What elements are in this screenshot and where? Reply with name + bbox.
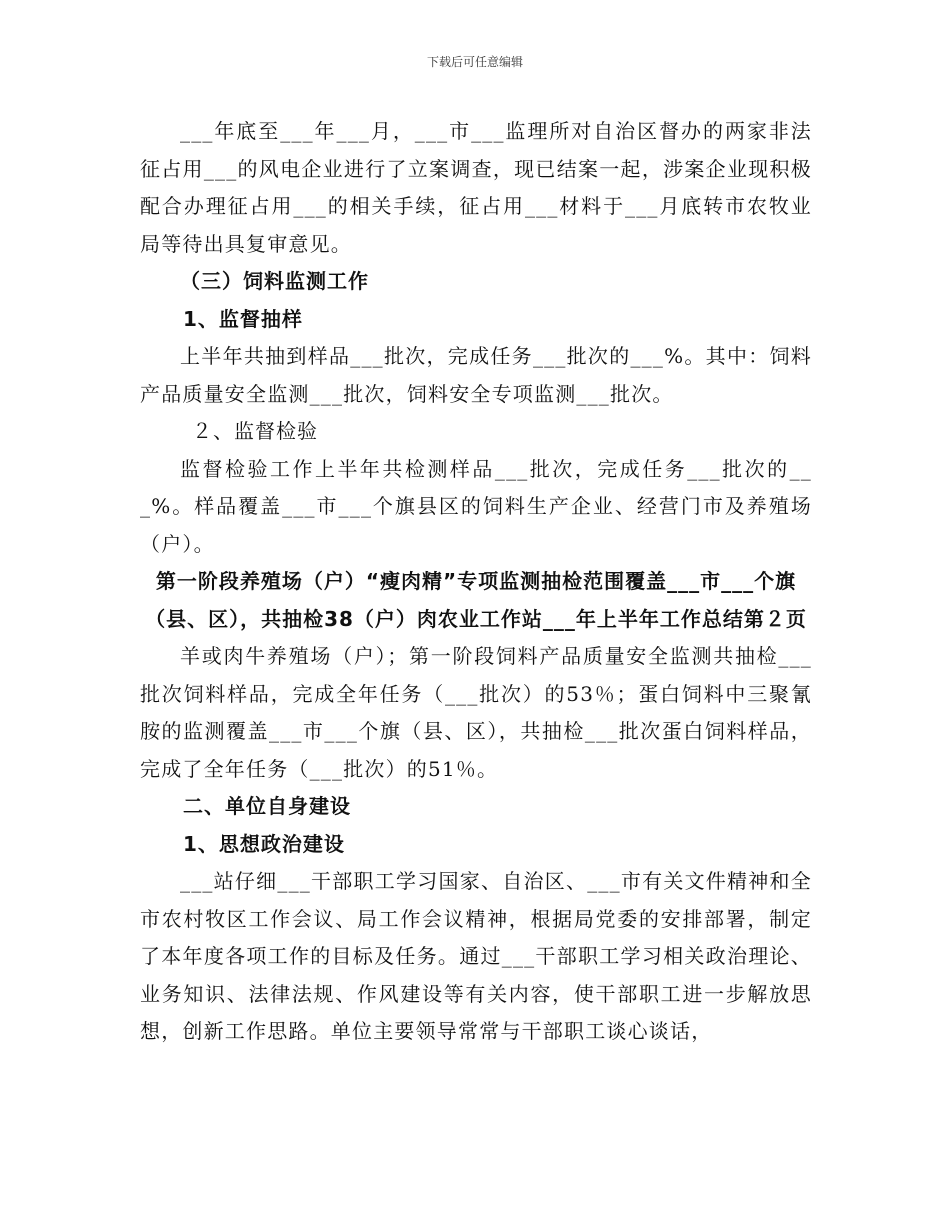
- heading-supervision-sampling: 1、监督抽样: [183, 306, 303, 331]
- paragraph-inspection: 监督检验工作上半年共检测样品___批次，完成任务___批次的___%。样品覆盖___市___个旗县区的饲料生产企业、经营门市及养殖场（户）。: [140, 456, 812, 556]
- paragraph-wind-power-case: ___年底至___年___月，___市___监理所对自治区督办的两家非法征占用___的风电企业进行了立案调查，现已结案一起，涉案企业现积极配合办理征占用___的相关手续，征占用___材料于___月底转市农牧业局等待出具复审意见。: [140, 119, 812, 256]
- center-title: 第一阶段养殖场（户）“瘦肉精”专项监测抽检范围覆盖___市___个旗（县、区），共抽检38（户）肉农业工作站___年上半年工作总结第２页: [145, 569, 807, 631]
- heading-unit-building: 二、单位自身建设: [183, 794, 351, 818]
- heading-feed-monitoring: （三）饲料监测工作: [180, 269, 369, 293]
- heading-political-building: 1、思想政治建设: [183, 831, 345, 856]
- paragraph-sampling: 上半年共抽到样品___批次，完成任务___批次的___%。其中：饲料产品质量安全监测___批次，饲料安全专项监测___批次。: [140, 344, 812, 406]
- paragraph-political-study: ___站仔细___干部职工学习国家、自治区、___市有关文件精神和全市农村牧区工作会议、局工作会议精神，根据局党委的安排部署，制定了本年度各项工作的目标及任务。通过___干部职工学习相关政治理论、业务知识、法律法规、作风建设等有关内容，使干部职工进一步解放思想，创新工作思路。单位主要领导常常与干部职工谈心谈话，: [140, 869, 812, 1043]
- heading-supervision-inspection: ２、监督检验: [192, 419, 318, 443]
- document-body: [140, 113, 812, 1051]
- page-header: 下载后可任意编辑: [426, 55, 523, 69]
- paragraph-feed-quality: 羊或肉牛养殖场（户）；第一阶段饲料产品质量安全监测共抽检___批次饲料样品，完成全年任务（___批次）的53％；蛋白饲料中三聚氰胺的监测覆盖___市___个旗（县、区），共抽检___批次蛋白饲料样品，完成了全年任务（___批次）的51％。: [140, 644, 812, 781]
